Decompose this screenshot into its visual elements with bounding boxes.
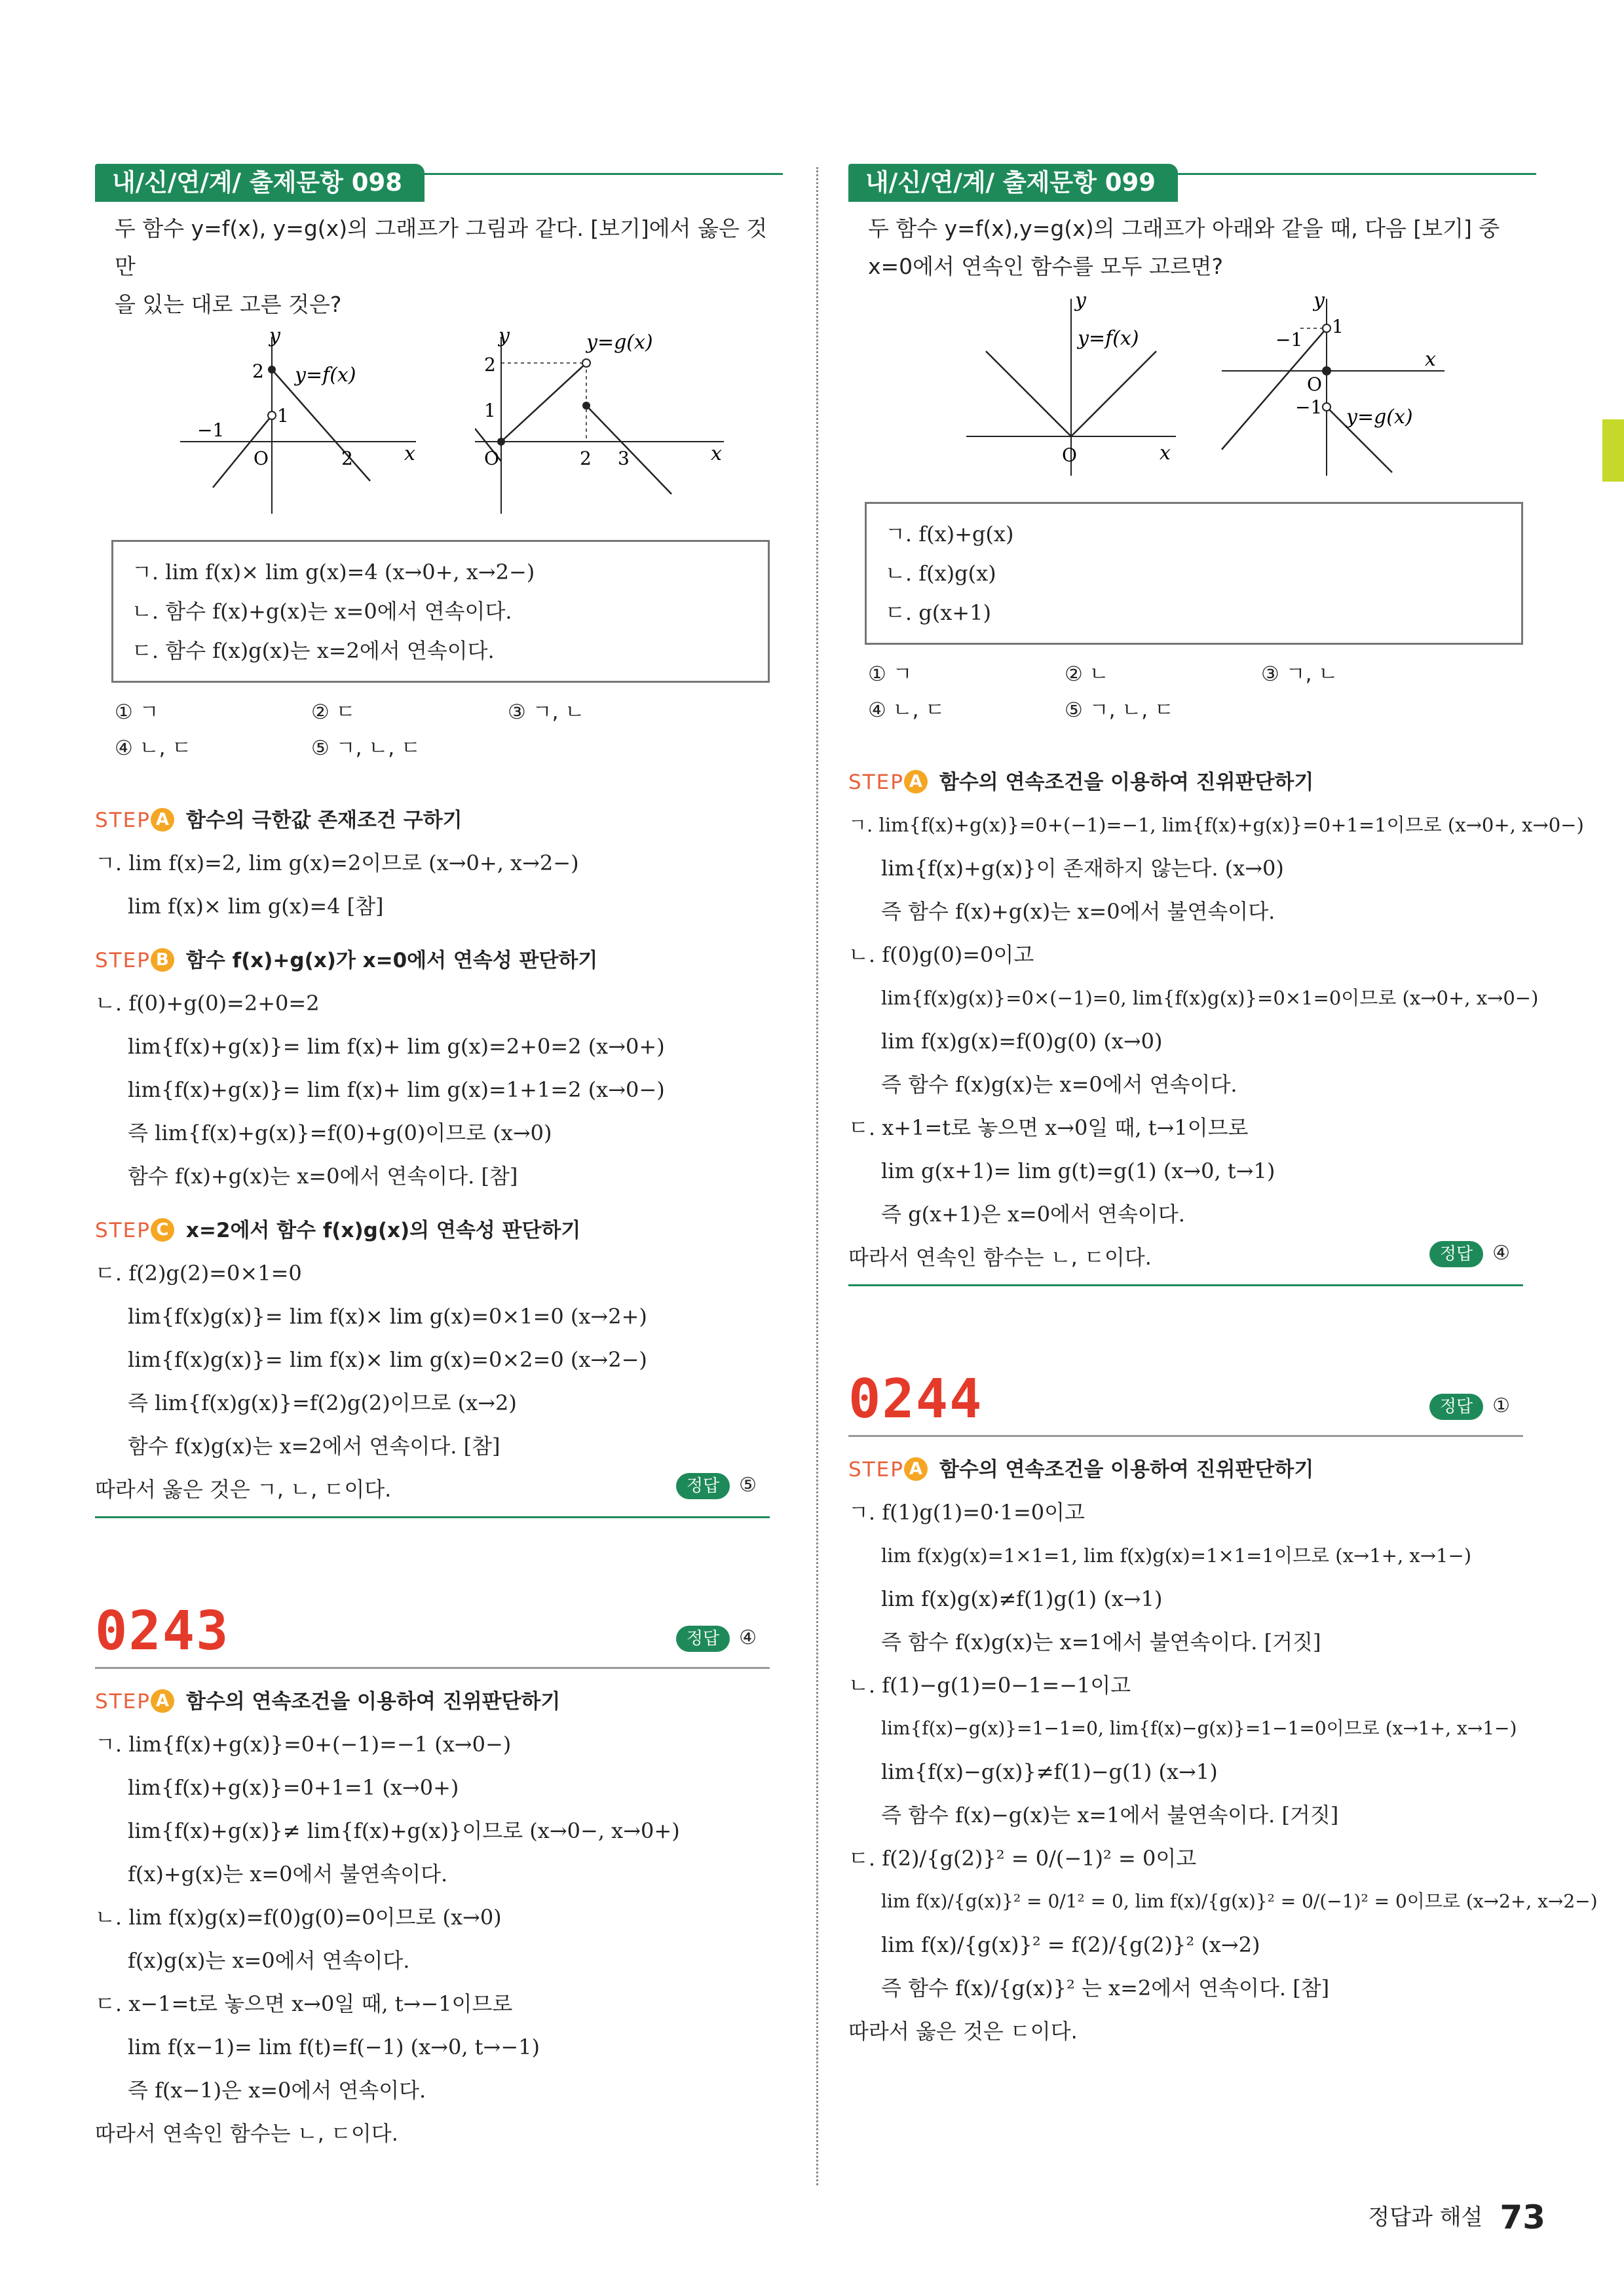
step-title: 함수의 연속조건을 이용하여 진위판단하기: [185, 1690, 561, 1713]
solution-line: 즉 lim{f(x)g(x)}=f(2)g(2)이므로 (x→2): [128, 1390, 517, 1415]
g-left-segment: [501, 363, 586, 442]
bogi-item: ㄷ. 함수 f(x)g(x)는 x=2에서 연속이다.: [132, 638, 495, 663]
closed-point: [582, 402, 590, 410]
answer-value: ④: [1492, 1242, 1510, 1265]
solution-line: lim{f(x)+g(x)}≠ lim{f(x)+g(x)}이므로 (x→0−, x→0+): [128, 1818, 680, 1843]
choice: ⑤ ㄱ, ㄴ, ㄷ: [311, 737, 421, 760]
graphs-099: [848, 292, 1536, 489]
closed-point: [268, 366, 276, 373]
conclusion: 따라서 옳은 것은 ㄷ이다.: [848, 2019, 1078, 2044]
choice: ② ㄷ: [311, 700, 356, 724]
banner-tag: 내/신/연/계/ 출제문항 099: [848, 164, 1178, 202]
bogi-item: ㄷ. g(x+1): [885, 600, 991, 625]
question-text: [115, 210, 783, 324]
solution-line: lim{f(x)g(x)}= lim f(x)× lim g(x)=0×1=0 (x→2+): [128, 1304, 647, 1329]
step-title: 함수 f(x)+g(x)가 x=0에서 연속성 판단하기: [185, 949, 598, 972]
solution-line: 즉 lim{f(x)+g(x)}=f(0)+g(0)이므로 (x→0): [128, 1120, 552, 1145]
solution-line: ㄴ. f(0)+g(0)=2+0=2: [95, 991, 320, 1016]
page-tab-marker: [1602, 419, 1624, 482]
y-label: y: [1313, 292, 1325, 312]
origin-label: O: [484, 448, 499, 469]
header-rule: [848, 1435, 1523, 1437]
answer-pill: 정답: [1429, 1241, 1483, 1267]
tick-label: 1: [484, 400, 496, 421]
step-label: STEP: [848, 1458, 904, 1482]
step-title: 함수의 연속조건을 이용하여 진위판단하기: [939, 771, 1314, 794]
step-badge: A: [904, 1457, 928, 1481]
origin-label: O: [1307, 373, 1322, 395]
tick-label: 1: [1332, 316, 1344, 337]
solution-line: ㄷ. f(2)g(2)=0×1=0: [95, 1261, 302, 1286]
solution-line: lim{f(x)+g(x)}이 존재하지 않는다. (x→0): [881, 856, 1284, 881]
graph-g-099: [1215, 292, 1451, 482]
step-badge: C: [151, 1218, 174, 1242]
tick-label: 3: [618, 448, 630, 469]
bogi-item: ㄱ. lim f(x)× lim g(x)=4 (x→0+, x→2−): [132, 560, 535, 584]
solution-line: lim f(x)g(x)=f(0)g(0) (x→0): [881, 1029, 1163, 1054]
solution-line: lim f(x)g(x)=1×1=1, lim f(x)g(x)=1×1=1이므로 (x→1+, x→1−): [881, 1544, 1472, 1567]
f-right-branch: [1071, 351, 1156, 436]
solution-line: lim{f(x)−g(x)}≠f(1)−g(1) (x→1): [881, 1759, 1218, 1784]
conclusion: 따라서 연속인 함수는 ㄴ, ㄷ이다.: [95, 2121, 398, 2146]
step-a-header: [848, 1449, 1536, 1491]
solution-line: f(x)+g(x)는 x=0에서 불연속이다.: [128, 1862, 448, 1886]
bogi-item: ㄴ. 함수 f(x)+g(x)는 x=0에서 연속이다.: [132, 599, 512, 624]
right-column: [848, 164, 1598, 2053]
answer: [676, 1626, 757, 1652]
solution-line: 즉 함수 f(x)+g(x)는 x=0에서 불연속이다.: [881, 899, 1275, 924]
solution-line: lim g(x+1)= lim g(t)=g(1) (x→0, t→1): [881, 1158, 1275, 1183]
solution-line: 즉 g(x+1)은 x=0에서 연속이다.: [881, 1202, 1185, 1227]
x-label: x: [1160, 442, 1171, 465]
x-label: x: [711, 442, 722, 465]
step-c-header: [95, 1210, 783, 1252]
step-b-header: [95, 940, 783, 982]
conclusion: 따라서 옳은 것은 ㄱ, ㄴ, ㄷ이다.: [95, 1477, 392, 1502]
step-title: 함수의 극한값 존재조건 구하기: [185, 809, 463, 832]
open-point: [1323, 403, 1331, 411]
question-text: [868, 210, 1536, 286]
step-badge: A: [904, 770, 928, 794]
graphs-098: [95, 330, 783, 527]
step-a-header: [95, 1681, 783, 1723]
answer-value: ④: [739, 1626, 757, 1649]
solution-line: ㄴ. f(1)−g(1)=0−1=−1이고: [848, 1673, 1131, 1698]
question-line: 두 함수 y=f(x), y=g(x)의 그래프가 그림과 같다. [보기]에서 옳은 것만: [115, 216, 768, 279]
answer-choices: [115, 695, 783, 767]
section-rule: [848, 1284, 1523, 1286]
tick-label: 1: [277, 405, 289, 427]
origin-label: O: [254, 448, 269, 469]
answer-choices: [868, 657, 1536, 729]
conclusion-row: [95, 1468, 783, 1511]
solution-line: 즉 함수 f(x)/{g(x)}² 는 x=2에서 연속이다. [참]: [881, 1976, 1330, 2000]
y-label: y: [1075, 292, 1086, 312]
y-label: y: [499, 330, 510, 347]
problem-0243-header: [95, 1590, 783, 1669]
step-label: STEP: [848, 771, 904, 794]
problem-number: 0243: [95, 1600, 230, 1662]
bogi-item: ㄱ. f(x)+g(x): [885, 522, 1014, 546]
solution-line: 즉 함수 f(x)−g(x)는 x=1에서 불연속이다. [거짓]: [881, 1803, 1339, 1827]
graph-f-098: [174, 330, 423, 520]
y-label: y: [269, 330, 280, 347]
choice: ③ ㄱ, ㄴ: [508, 700, 585, 724]
solution-line: ㄱ. lim f(x)=2, lim g(x)=2이므로 (x→0+, x→2−): [95, 851, 579, 875]
solution-line: f(x)g(x)는 x=0에서 연속이다.: [128, 1948, 410, 1973]
closed-point: [497, 438, 505, 446]
bogi-box: [865, 502, 1523, 645]
solution-line: lim{f(x)+g(x)}= lim f(x)+ lim g(x)=1+1=2 (x→0−): [128, 1077, 665, 1102]
choice: ⑤ ㄱ, ㄴ, ㄷ: [1065, 698, 1174, 722]
problem-098-banner: [95, 164, 783, 203]
header-rule: [95, 1667, 770, 1669]
choice: ① ㄱ: [115, 700, 159, 724]
x-label: x: [404, 442, 415, 465]
problem-099-banner: [848, 164, 1536, 203]
solution-line: lim f(x)/{g(x)}² = 0/1² = 0, lim f(x)/{g(x)}² = 0/(−1)² = 0이므로 (x→2+, x→2−): [881, 1890, 1598, 1912]
origin-label: O: [1062, 444, 1077, 466]
section-rule: [95, 1516, 770, 1518]
banner-tag: 내/신/연/계/ 출제문항 098: [95, 164, 425, 202]
solution-line: lim f(x−1)= lim f(t)=f(−1) (x→0, t→−1): [128, 2035, 540, 2059]
tick-label: 2: [484, 354, 496, 375]
open-point: [1323, 324, 1331, 332]
solution-line: ㄱ. f(1)g(1)=0·1=0이고: [848, 1500, 1085, 1525]
answer-value: ⑤: [739, 1474, 757, 1497]
step-label: STEP: [95, 1219, 151, 1242]
solution-line: ㄴ. lim f(x)g(x)=f(0)g(0)=0이므로 (x→0): [95, 1905, 502, 1930]
solution-line: lim{f(x)−g(x)}=1−1=0, lim{f(x)−g(x)}=1−1=0이므로 (x→1+, x→1−): [881, 1717, 1517, 1739]
graph-g-098: [475, 330, 737, 520]
problem-number: 0244: [848, 1368, 983, 1430]
answer-value: ①: [1492, 1394, 1510, 1417]
x-label: x: [1425, 348, 1436, 371]
solution-line: 함수 f(x)g(x)는 x=2에서 연속이다. [참]: [128, 1434, 500, 1459]
solution-line: lim{f(x)g(x)}=0×(−1)=0, lim{f(x)g(x)}=0×1=0이므로 (x→0+, x→0−): [881, 987, 1539, 1009]
solution-line: ㄱ. lim{f(x)+g(x)}=0+(−1)=−1 (x→0−): [95, 1732, 512, 1757]
tick-label: −1: [1275, 329, 1303, 351]
solution-line: lim{f(x)+g(x)}=0+1=1 (x→0+): [128, 1775, 459, 1800]
solution-line: ㄷ. x−1=t로 놓으면 x→0일 때, t→−1이므로: [95, 1991, 513, 2016]
step-badge: A: [151, 808, 174, 832]
solution-line: ㄷ. f(2)/{g(2)}² = 0/(−1)² = 0이고: [848, 1846, 1197, 1871]
solution-line: 즉 f(x−1)은 x=0에서 연속이다.: [128, 2078, 426, 2103]
choice: ① ㄱ: [868, 662, 913, 686]
step-title: x=2에서 함수 f(x)g(x)의 연속성 판단하기: [185, 1219, 581, 1242]
footer-label: 정답과 해설: [1368, 2204, 1483, 2230]
step-label: STEP: [95, 949, 151, 972]
tick-label: −1: [1295, 396, 1323, 418]
answer-pill: 정답: [1429, 1394, 1483, 1420]
tick-label: −1: [197, 419, 225, 441]
answer: [1429, 1241, 1510, 1267]
choice: ④ ㄴ, ㄷ: [868, 698, 945, 722]
problem-0244-header: [848, 1358, 1536, 1437]
solution-line: lim f(x)g(x)≠f(1)g(1) (x→1): [881, 1586, 1163, 1611]
tick-label: 2: [252, 360, 264, 382]
conclusion-row: [848, 1236, 1536, 1279]
func-label: y=f(x): [1078, 327, 1139, 350]
solution-line: lim f(x)/{g(x)}² = f(2)/{g(2)}² (x→2): [881, 1932, 1260, 1957]
step-a-header: [848, 761, 1536, 803]
closed-point: [1322, 366, 1331, 375]
solution-line: 즉 함수 f(x)g(x)는 x=0에서 연속이다.: [881, 1072, 1237, 1097]
f-left-branch: [986, 351, 1071, 436]
solution-line: lim{f(x)+g(x)}= lim f(x)+ lim g(x)=2+0=2 (x→0+): [128, 1034, 665, 1059]
func-label: y=g(x): [586, 331, 653, 354]
conclusion: 따라서 연속인 함수는 ㄴ, ㄷ이다.: [848, 1245, 1152, 1270]
bogi-box: [111, 540, 770, 683]
solution-line: lim f(x)× lim g(x)=4 [참]: [128, 894, 384, 919]
solution-line: ㄱ. lim{f(x)+g(x)}=0+(−1)=−1, lim{f(x)+g(x)}=0+1=1이므로 (x→0+, x→0−): [848, 814, 1584, 836]
choice: ② ㄴ: [1065, 662, 1109, 686]
answer-pill: 정답: [676, 1626, 730, 1652]
step-badge: B: [151, 948, 174, 972]
answer-pill: 정답: [676, 1473, 730, 1499]
solution-line: 함수 f(x)+g(x)는 x=0에서 연속이다. [참]: [128, 1164, 518, 1189]
solution-line: lim{f(x)g(x)}= lim f(x)× lim g(x)=0×2=0 (x→2−): [128, 1347, 647, 1372]
func-label: y=f(x): [295, 364, 356, 387]
open-point: [582, 359, 590, 367]
column-divider: [816, 167, 818, 2185]
choice: ③ ㄱ, ㄴ: [1261, 662, 1338, 686]
page-footer: [1368, 2198, 1545, 2236]
step-a-header: [95, 799, 783, 841]
choice: ④ ㄴ, ㄷ: [115, 737, 192, 760]
answer: [676, 1473, 757, 1499]
page-number: 73: [1500, 2198, 1545, 2236]
step-title: 함수의 연속조건을 이용하여 진위판단하기: [939, 1458, 1314, 1482]
func-label: y=g(x): [1346, 406, 1413, 429]
question-line: x=0에서 연속인 함수를 모두 고르면?: [868, 254, 1224, 279]
solution-line: ㄴ. f(0)g(0)=0이고: [848, 942, 1034, 967]
answer: [1429, 1394, 1510, 1420]
tick-label: 2: [341, 448, 353, 469]
question-line: 을 있는 대로 고른 것은?: [115, 292, 342, 317]
question-line: 두 함수 y=f(x),y=g(x)의 그래프가 아래와 같을 때, 다음 [보기] 중: [868, 216, 1500, 241]
open-point: [268, 411, 276, 419]
step-label: STEP: [95, 1690, 151, 1713]
graph-f-099: [960, 292, 1182, 482]
solution-line: ㄷ. x+1=t로 놓으면 x→0일 때, t→1이므로: [848, 1115, 1249, 1140]
solution-line: 즉 함수 f(x)g(x)는 x=1에서 불연속이다. [거짓]: [881, 1630, 1321, 1655]
left-column: [95, 164, 783, 2155]
tick-label: 2: [580, 448, 592, 469]
bogi-item: ㄴ. f(x)g(x): [885, 561, 996, 586]
step-badge: A: [151, 1689, 174, 1713]
step-label: STEP: [95, 809, 151, 832]
